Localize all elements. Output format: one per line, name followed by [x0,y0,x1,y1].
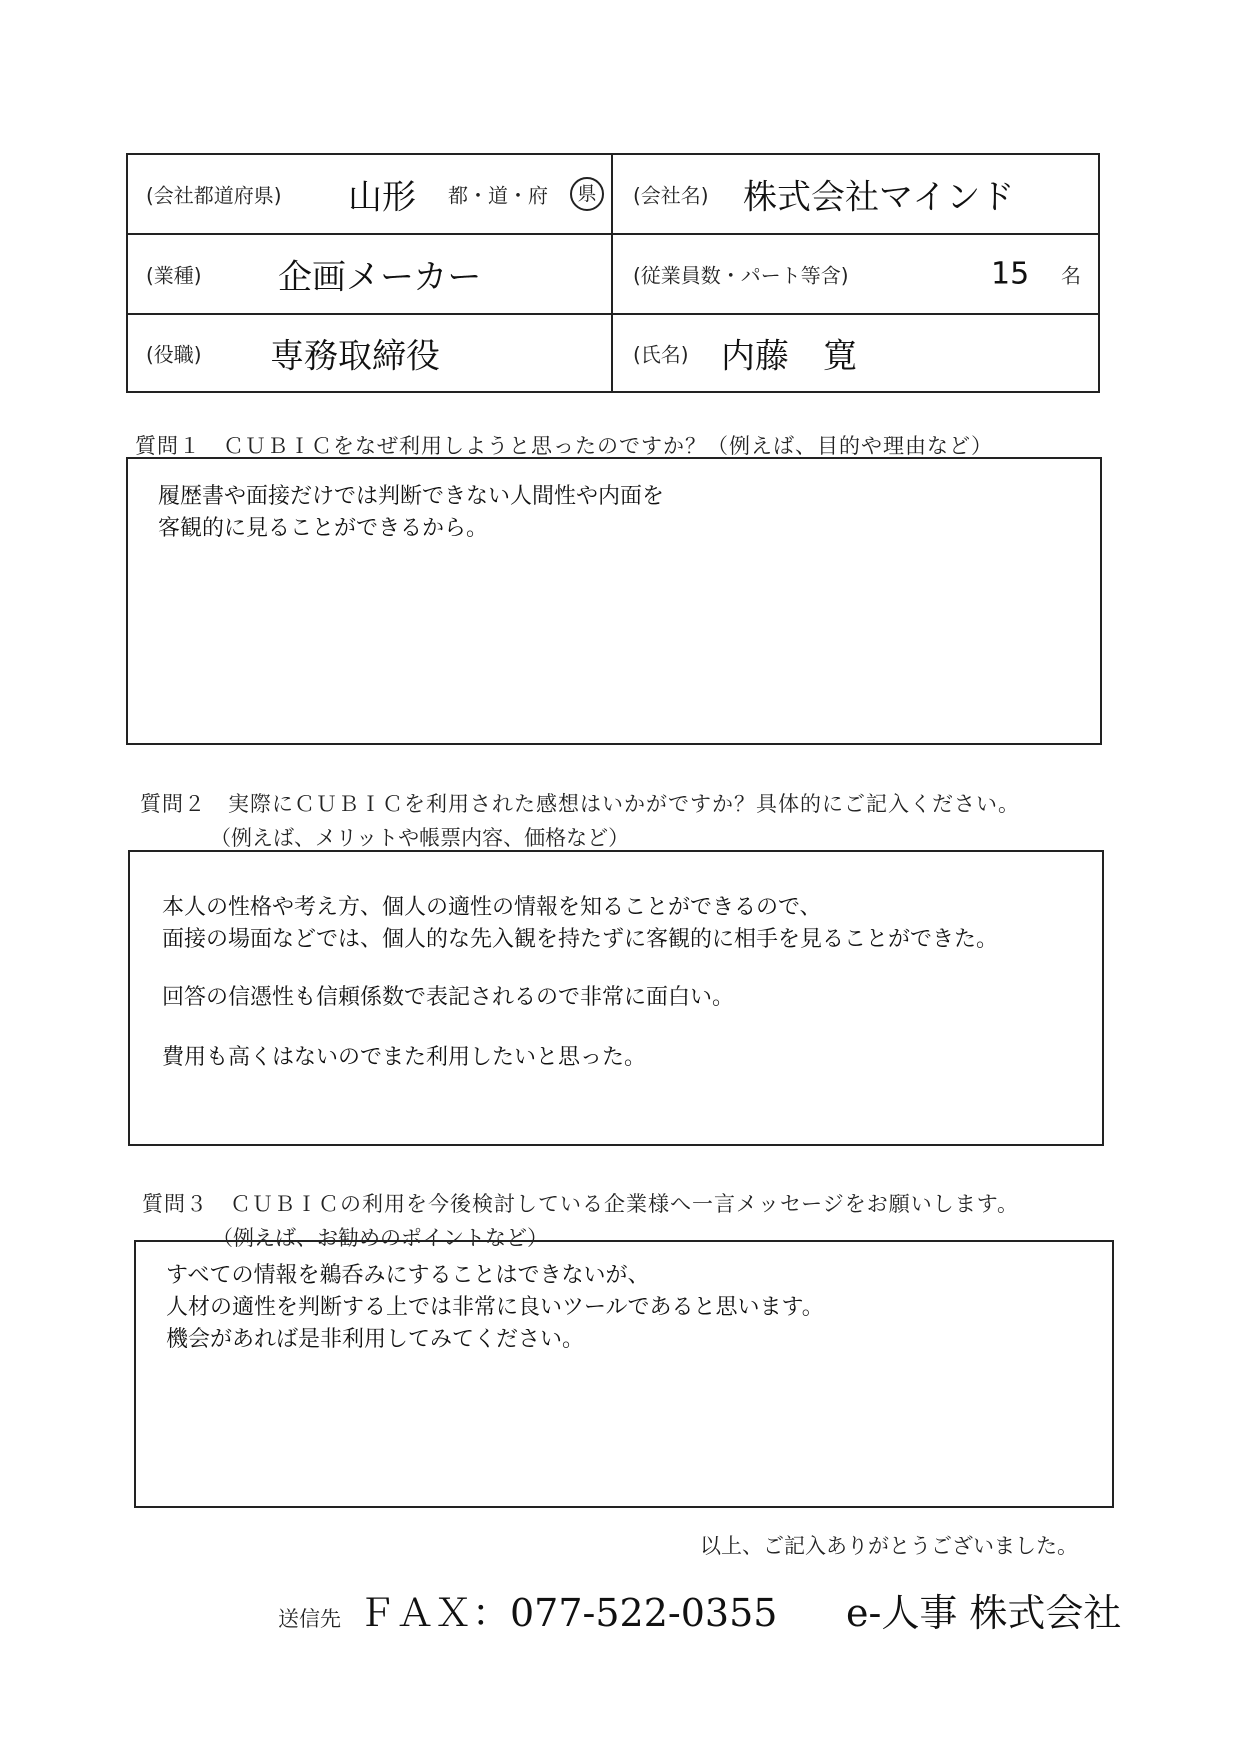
question-1-title: 質問１ ＣＵＢＩＣをなぜ利用しようと思ったのですか？（例えば、目的や理由など） [135,434,993,458]
question-3-title: 質問３ ＣＵＢＩＣの利用を今後検討している企業様へ一言メッセージをお願いします。 [142,1192,1020,1216]
name-value: 内藤 寛 [721,336,857,377]
question-1-answer-line: 客観的に見ることができるから。 [158,516,489,541]
send-to-label: 送信先 [278,1607,341,1631]
company-label: (会社名) [633,183,709,208]
question-2-answer-line: 面接の場面などでは、個人的な先入観を持たずに客観的に相手を見ることができた。 [162,927,999,952]
question-2-answer-box [128,850,1104,1146]
position-value: 専務取締役 [270,336,440,377]
question-2-answer-line: 回答の信憑性も信頼係数で表記されるので非常に面白い。 [162,985,735,1010]
respondent-info-table [126,153,1100,393]
question-3-answer-line: 機会があれば是非利用してみてください。 [166,1327,585,1352]
fax-number: ＦＡＸ：077-522-0355 [358,1591,778,1635]
question-3-answer-line: すべての情報を鵜呑みにすることはできないが、 [166,1263,650,1288]
industry-cell [128,235,613,313]
company-cell [613,155,1098,233]
prefecture-cell [128,155,613,233]
prefecture-selected [570,177,604,211]
question-1-answer-box [126,457,1102,745]
question-2-title: 質問２ 実際にＣＵＢＩＣを利用された感想はいかがですか？具体的にご記入ください。 [140,792,1020,816]
info-row-1 [128,155,1098,235]
question-3-subtitle: （例えば、お勧めのポイントなど） [212,1226,548,1250]
industry-value: 企画メーカー [278,257,482,298]
prefecture-options: 都・道・府 [448,183,548,208]
question-2-answer-line: 費用も高くはないのでまた利用したいと思った。 [162,1045,647,1070]
position-label: (役職) [146,342,202,367]
question-2-subtitle: （例えば、メリットや帳票内容、価格など） [210,826,630,850]
prefecture-value: 山形 [348,177,416,218]
industry-label: (業種) [146,263,202,288]
employees-label: (従業員数・パート等含) [633,263,849,288]
name-label: (氏名) [633,342,689,367]
recipient-company: e-人事 株式会社 [846,1591,1122,1635]
question-3-answer-line: 人材の適性を判断する上では非常に良いツールであると思います。 [166,1295,824,1320]
question-3-answer-box [134,1240,1114,1508]
info-row-3 [128,315,1098,391]
info-row-2 [128,235,1098,315]
employees-value: 15 [991,256,1030,292]
name-cell [613,315,1098,391]
employees-unit: 名 [1061,263,1081,288]
position-cell [128,315,613,391]
prefecture-label: (会社都道府県) [146,183,282,208]
question-1-answer-line: 履歴書や面接だけでは判断できない人間性や内面を [158,484,665,509]
closing-thanks: 以上、ご記入ありがとうございました。 [700,1534,1078,1558]
employees-cell [613,235,1098,313]
question-2-answer-line: 本人の性格や考え方、個人の適性の情報を知ることができるので、 [162,895,822,920]
company-value: 株式会社マインド [743,177,1015,218]
prefecture-selected-circle: 県 [570,177,604,211]
